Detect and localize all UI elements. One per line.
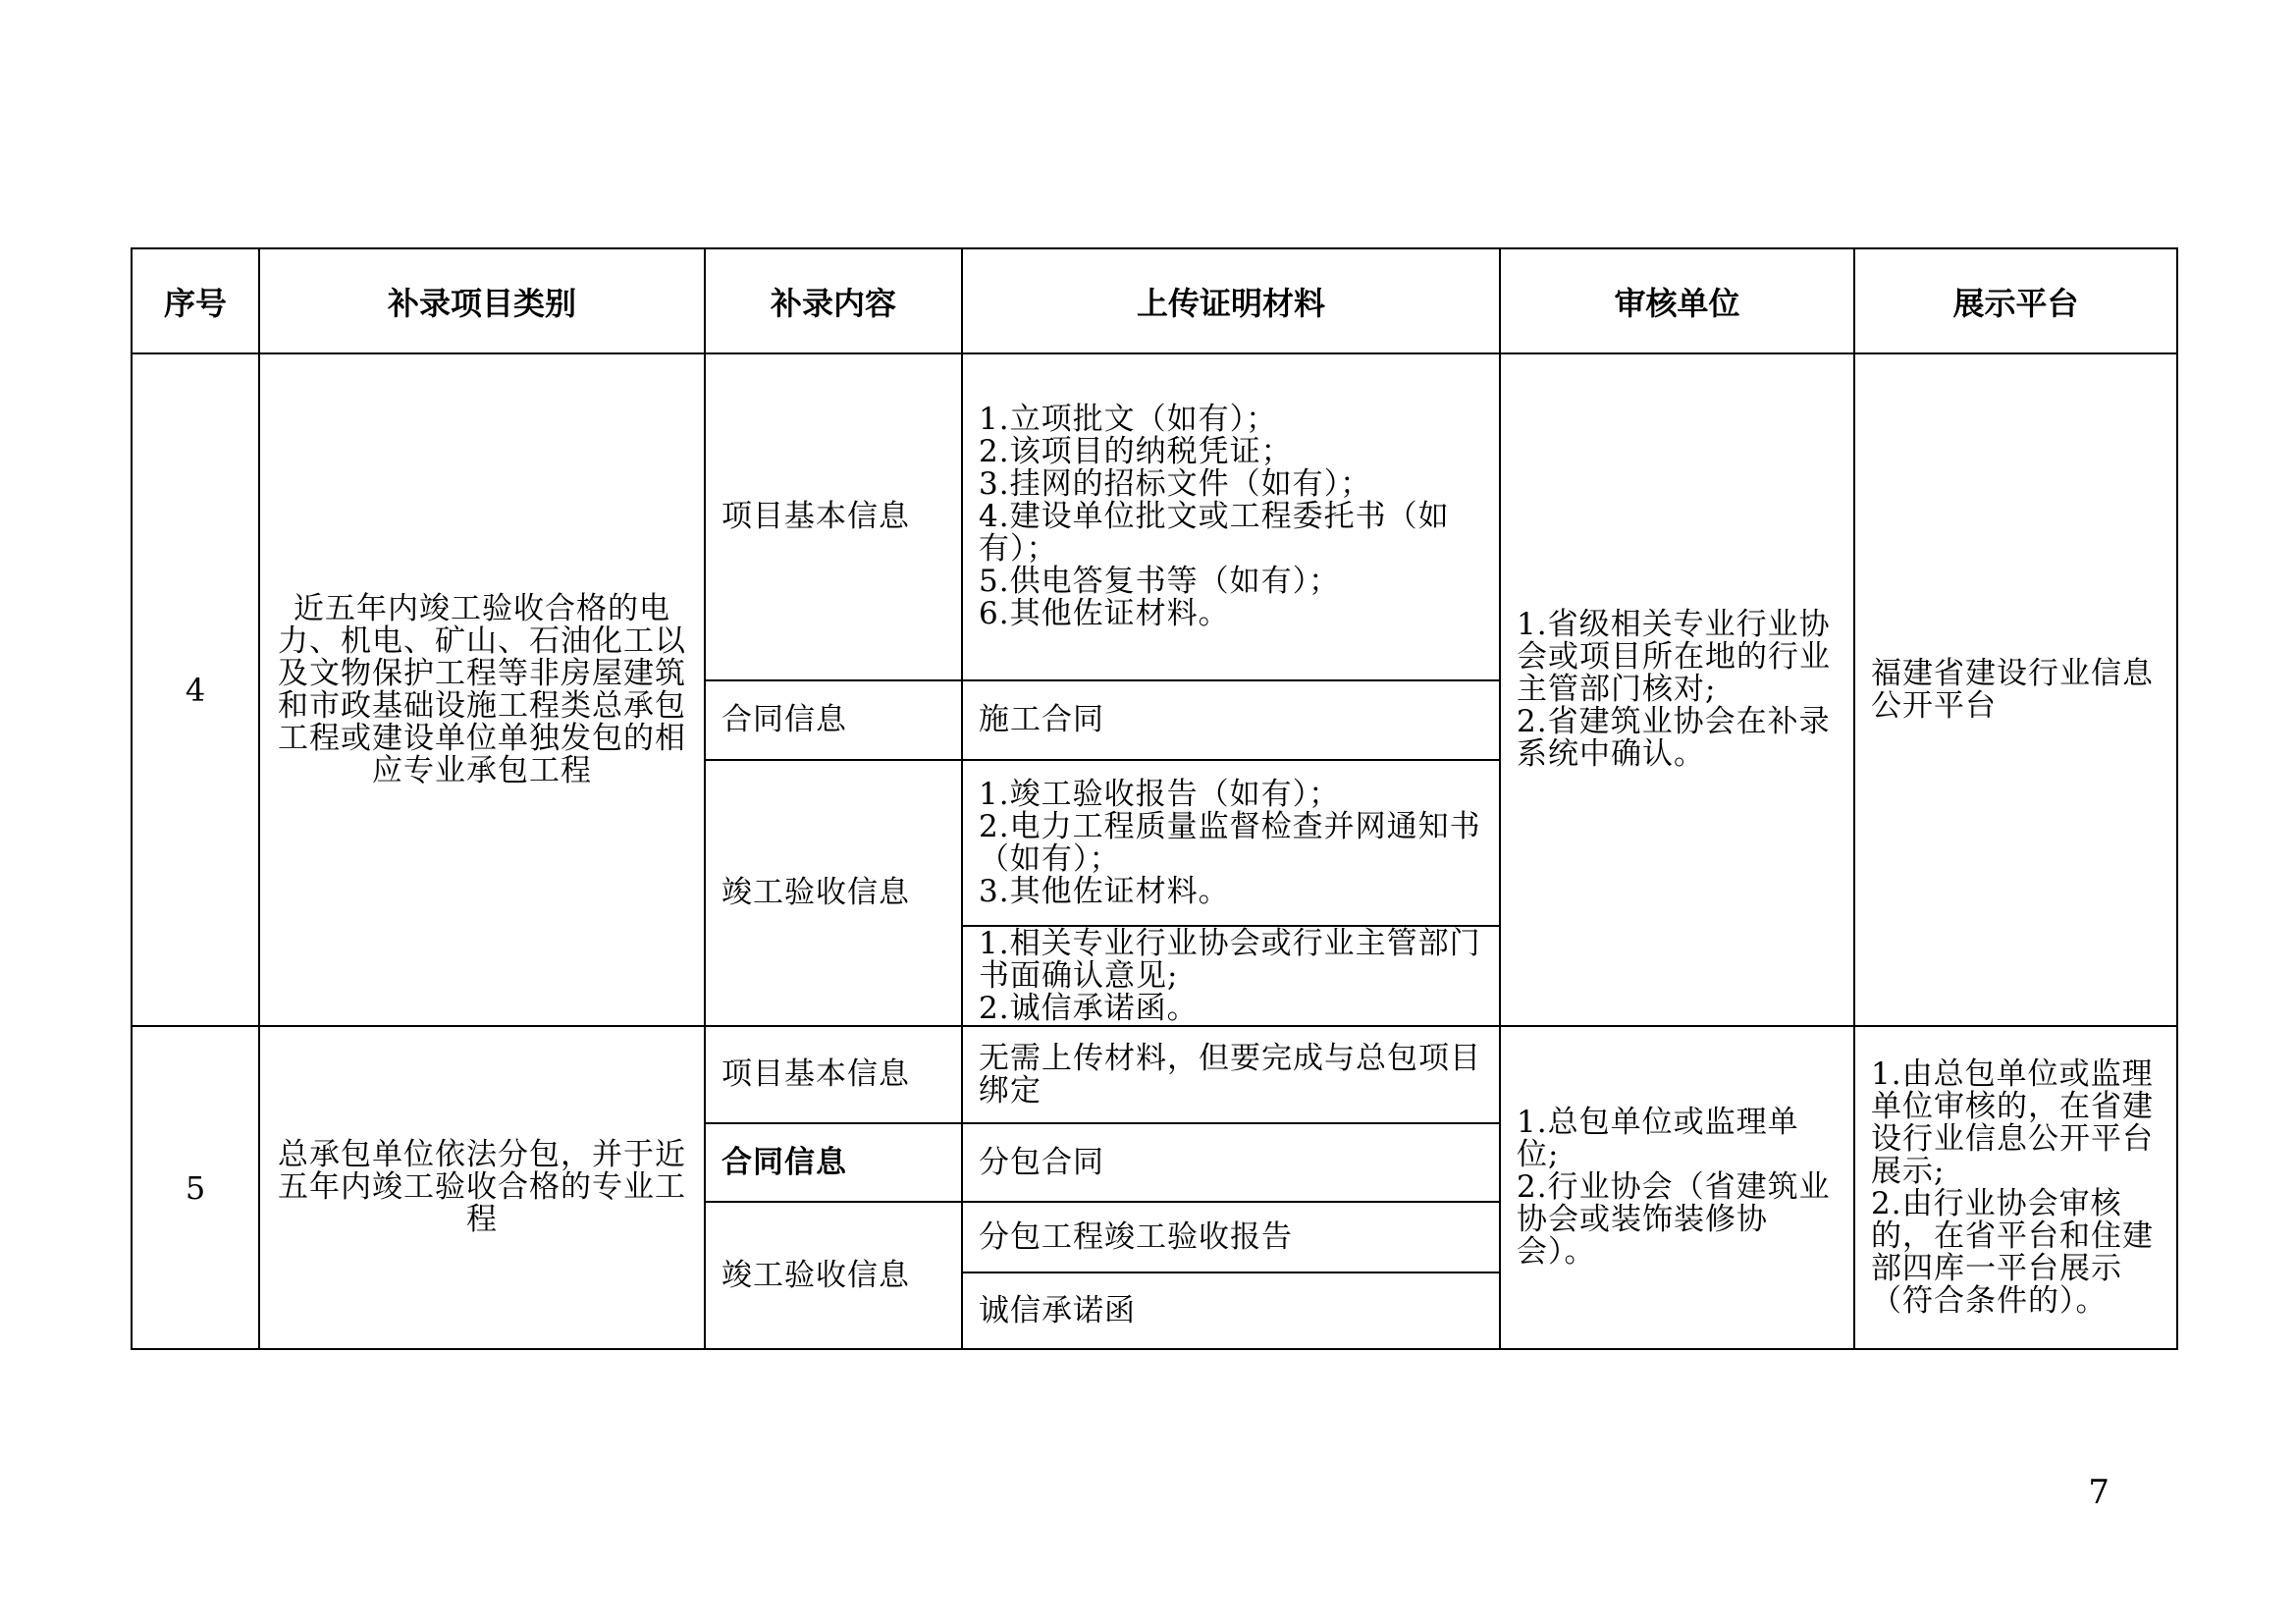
list-item: 2.电力工程质量监督检查并网通知书（如有）； (979, 808, 1481, 877)
list-item: 1.立项批文（如有）； (979, 402, 1278, 437)
header-content: 补录内容 (705, 248, 962, 353)
row-seq: 5 (132, 1026, 259, 1349)
list-item: 1.总包单位或监理单位; (1517, 1105, 1799, 1172)
list-item: 1.竣工验收报告（如有）； (979, 776, 1341, 812)
platform-cell (1854, 1026, 2177, 1349)
materials-cell (962, 760, 1500, 926)
content-label: 竣工验收信息 (705, 760, 962, 1026)
content-label: 合同信息 (705, 680, 962, 760)
list-item: 福建省建设行业信息公开平台 (1871, 655, 2154, 724)
row-category: 总承包单位依法分包，并于近五年内竣工验收合格的专业工程 (259, 1026, 705, 1349)
table-row (132, 1026, 2177, 1123)
header-platform: 展示平台 (1854, 248, 2177, 353)
content-label: 合同信息 (705, 1123, 962, 1202)
materials-table (131, 247, 2178, 1350)
header-category: 补录项目类别 (259, 248, 705, 353)
platform-list (1871, 1058, 2161, 1318)
list-item: 4.建设单位批文或工程委托书（如有）； (979, 499, 1450, 567)
content-label: 项目基本信息 (705, 1026, 962, 1123)
audit-cell (1500, 1026, 1854, 1349)
materials-list (979, 404, 1483, 630)
content-label: 项目基本信息 (705, 353, 962, 680)
platform-list (1871, 655, 2161, 724)
content-label: 竣工验收信息 (705, 1202, 962, 1349)
list-item: 5.供电答复书等（如有）； (979, 564, 1341, 599)
page-number: 7 (2088, 1473, 2109, 1512)
audit-list (1517, 609, 1838, 771)
header-seq: 序号 (132, 248, 259, 353)
list-item: 2.该项目的纳税凭证； (979, 434, 1293, 469)
list-item: 2.省建筑业协会在补录系统中确认。 (1517, 704, 1831, 772)
row-category: 近五年内竣工验收合格的电力、机电、矿山、石油化工以及文物保护工程等非房屋建筑和市政基础设施工程类总承包工程或建设单位单独发包的相应专业承包工程 (259, 353, 705, 1026)
row-seq: 4 (132, 353, 259, 1026)
list-item: 3.其他佐证材料。 (979, 873, 1230, 909)
header-audit-unit: 审核单位 (1500, 248, 1854, 353)
materials-list (979, 925, 1483, 1026)
header-materials: 上传证明材料 (962, 248, 1500, 353)
materials-list (979, 776, 1483, 909)
list-item: 1.由总包单位或监理单位审核的，在省建设行业信息公开平台展示; (1871, 1056, 2154, 1189)
list-item: 2.诚信承诺函。 (979, 990, 1199, 1026)
header-row (132, 248, 2177, 353)
list-item: 1.相关专业行业协会或行业主管部门书面确认意见; (979, 925, 1481, 994)
materials-cell: 施工合同 (962, 680, 1500, 760)
materials-cell: 分包工程竣工验收报告 (962, 1202, 1500, 1272)
table-row (132, 353, 2177, 680)
materials-cell (962, 926, 1500, 1026)
list-item: 6.其他佐证材料。 (979, 596, 1230, 631)
list-item: 2.行业协会（省建筑业协会或装饰装修协会）。 (1517, 1169, 1831, 1270)
materials-cell: 诚信承诺函 (962, 1272, 1500, 1349)
audit-list (1517, 1107, 1838, 1269)
materials-cell (962, 353, 1500, 680)
platform-cell (1854, 353, 2177, 1026)
list-item: 2.由行业协会审核的，在省平台和住建部四库一平台展示（符合条件的）。 (1871, 1185, 2154, 1319)
materials-cell: 无需上传材料，但要完成与总包项目绑定 (962, 1026, 1500, 1123)
list-item: 3.挂网的招标文件（如有）； (979, 466, 1372, 502)
audit-cell (1500, 353, 1854, 1026)
list-item: 1.省级相关专业行业协会或项目所在地的行业主管部门核对; (1517, 607, 1831, 707)
materials-cell: 分包合同 (962, 1123, 1500, 1202)
